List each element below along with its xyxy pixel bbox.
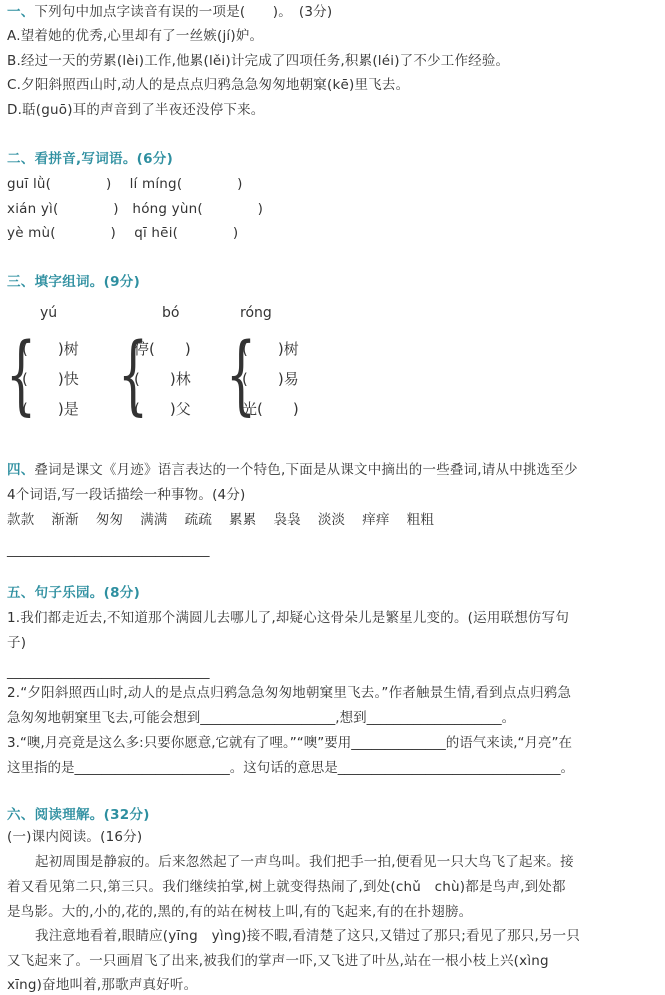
q4-word: 渐渐 bbox=[51, 512, 79, 528]
q4-word: 粗粗 bbox=[406, 512, 435, 528]
q1-option-b: B.经过一天的劳累(lèi)工作,他累(lěi)计完成了四项任务,积累(léi)了不少工作经验。 bbox=[7, 53, 510, 69]
q3-g1-item-1: ( )树 bbox=[22, 340, 79, 358]
q4-word-list bbox=[7, 510, 451, 530]
q4-word: 疏疏 bbox=[184, 512, 213, 528]
q1-option-d: D.聒(guō)耳的声音到了半夜还没停下来。 bbox=[7, 102, 265, 118]
q4-word: 满满 bbox=[140, 512, 168, 528]
q4-word: 痒痒 bbox=[362, 512, 390, 528]
q3-g2-item-3: ( )父 bbox=[134, 400, 191, 418]
q3-g1-item-2: ( )快 bbox=[22, 370, 79, 388]
q4-word: 淡淡 bbox=[317, 512, 346, 528]
q6-para-1-line-2: 着又看见第二只,第三只。我们继续拍掌,树上就变得热闹了,到处(chǔ chù)都是鸟声,到处都 bbox=[7, 879, 566, 895]
q5-item-3-line-1: 3.“噢,月亮竟是这么多:只要你愿意,它就有了哩。”“噢”要用______________的语气来读,“月亮”在 bbox=[7, 735, 573, 751]
q3-pinyin-2: bó bbox=[162, 305, 180, 321]
q4-number: 四、 bbox=[7, 462, 35, 478]
q4-word: 匆匆 bbox=[95, 512, 124, 528]
q3-brace-1: { bbox=[6, 325, 37, 425]
q3-g2-item-1: 停( ) bbox=[134, 340, 191, 358]
q4-prompt-line-1 bbox=[7, 460, 578, 480]
q4-word: 袅袅 bbox=[273, 512, 301, 528]
q3-pinyin-3: róng bbox=[240, 305, 272, 321]
q6-para-2-line-3: xīng)奋地叫着,那歌声真好听。 bbox=[7, 977, 198, 993]
q5-heading: 五、句子乐园。(8分) bbox=[7, 585, 141, 601]
q3-g2-item-2: ( )林 bbox=[134, 370, 191, 388]
q4-word: 款款 bbox=[7, 512, 35, 528]
q1-option-c: C.夕阳斜照西山时,动人的是点点归鸦急急匆匆地朝窠(kē)里飞去。 bbox=[7, 77, 410, 93]
q5-item-2-line-1: 2.“夕阳斜照西山时,动人的是点点归鸦急急匆匆地朝窠里飞去。”作者触景生情,看到点点归鸦急 bbox=[7, 685, 572, 701]
q1-option-a: A.望着她的优秀,心里却有了一丝嫉(jí)妒。 bbox=[7, 28, 264, 44]
q1-number: 一、 bbox=[7, 4, 35, 20]
q5-item-1-line-2: 子) bbox=[7, 635, 27, 651]
q3-g3-item-3: 光( ) bbox=[242, 400, 299, 418]
q3-pinyin-1: yú bbox=[40, 305, 58, 321]
q6-heading: 六、阅读理解。(32分) bbox=[7, 807, 150, 823]
q6-para-2-line-1: 我注意地看着,眼睛应(yīng yìng)接不暇,看清楚了这只,又错过了那只;看见了那只,另一只 bbox=[35, 928, 581, 944]
q5-item-2-line-2: 急匆匆地朝窠里飞去,可能会想到____________________,想到____________________。 bbox=[7, 710, 516, 726]
q3-g1-item-3: ( )是 bbox=[22, 400, 79, 418]
q3-brace-2: { bbox=[118, 325, 149, 425]
q2-row-1: guī lǜ( ) lí míng( ) bbox=[7, 176, 243, 192]
q2-row-3: yè mù( ) qī hēi( ) bbox=[7, 225, 239, 241]
q5-item-1-line-1: 1.我们都走近去,不知道那个满圆儿去哪儿了,却疑心这骨朵儿是繁星儿变的。(运用联想仿写句 bbox=[7, 610, 570, 626]
q3-brace-3: { bbox=[226, 325, 257, 425]
q2-row-2: xián yì( ) hóng yùn( ) bbox=[7, 201, 264, 217]
q4-prompt-text: 叠词是课文《月迹》语言表达的一个特色,下面是从课文中摘出的一些叠词,请从中挑选至少 bbox=[34, 462, 578, 478]
q5-item-3-line-2: 这里指的是_______________________。这句话的意思是_________________________________。 bbox=[7, 760, 574, 776]
q6-para-2-line-2: 又飞起来了。一只画眉飞了出来,被我们的掌声一吓,又飞进了叶丛,站在一根小枝上兴(xìng bbox=[7, 953, 549, 969]
q3-g3-item-1: ( )树 bbox=[242, 340, 299, 358]
q4-prompt-line-2: 4个词语,写一段话描绘一种事物。(4分) bbox=[7, 487, 246, 503]
q6-para-1-line-3: 是鸟影。大的,小的,花的,黑的,有的站在树枝上叫,有的飞起来,有的在扑翅膀。 bbox=[7, 904, 473, 920]
q1-heading bbox=[7, 2, 332, 22]
q6-sub-heading: (一)课内阅读。(16分) bbox=[7, 829, 143, 845]
q3-heading: 三、填字组词。(9分) bbox=[7, 274, 141, 290]
q3-g3-item-2: ( )易 bbox=[242, 370, 299, 388]
q4-word: 累累 bbox=[229, 512, 257, 528]
q1-heading-text: 下列句中加点字读音有误的一项是( )。 (3分) bbox=[34, 4, 333, 20]
q6-para-1-line-1: 起初周围是静寂的。后来忽然起了一声鸟叫。我们把手一拍,便看见一只大鸟飞了起来。接 bbox=[35, 854, 574, 870]
q4-answer-line: ______________________________ bbox=[7, 542, 210, 558]
q5-item-1-answer: ______________________________ bbox=[7, 664, 210, 680]
q2-heading: 二、看拼音,写词语。(6分) bbox=[7, 151, 174, 167]
